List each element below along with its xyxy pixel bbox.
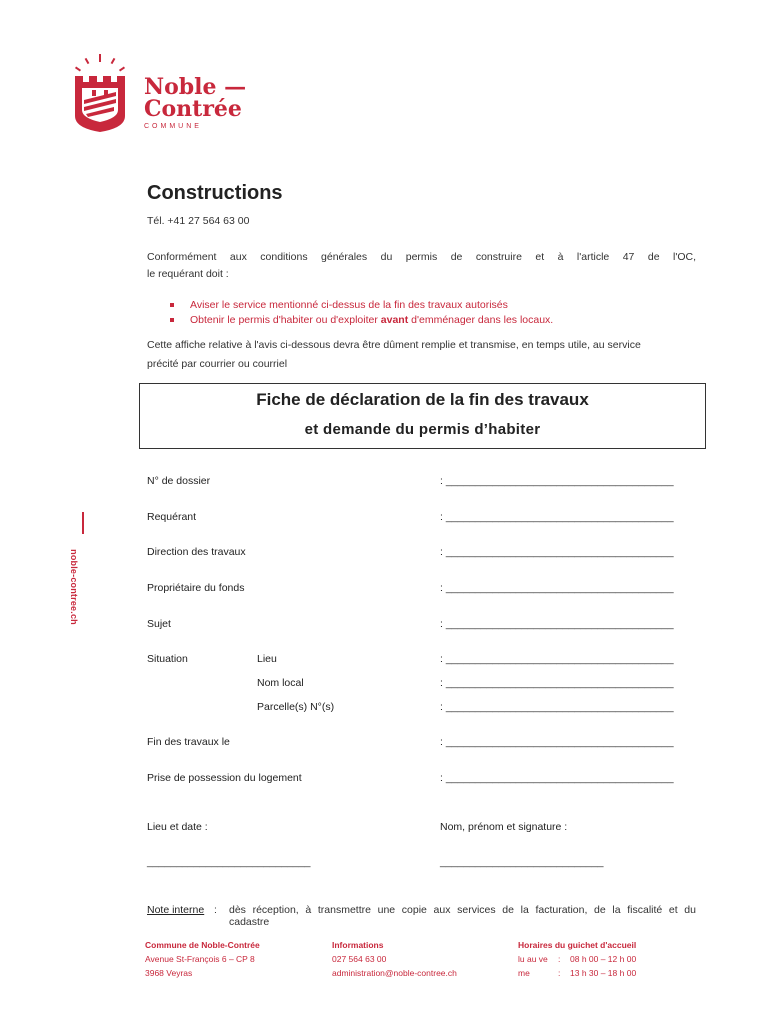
field-blank-sujet[interactable]: : _______________________________________ bbox=[440, 618, 674, 630]
footer-hours-days: lu au ve bbox=[518, 954, 548, 964]
footer-email[interactable]: administration@noble-contree.ch bbox=[332, 968, 457, 978]
bullet-item bbox=[170, 314, 553, 326]
bullet-text: Aviser le service mentionné ci-dessus de la fin des travaux autorisés bbox=[190, 299, 508, 311]
form-title-box bbox=[139, 383, 706, 449]
field-label-lieu: Lieu bbox=[257, 653, 277, 665]
logo-line-1: Noble — bbox=[144, 74, 247, 100]
footer-hours-title: Horaires du guichet d'accueil bbox=[518, 940, 637, 950]
field-blank-nom-local[interactable]: : _______________________________________ bbox=[440, 677, 674, 689]
field-label-situation: Situation bbox=[147, 653, 188, 665]
bullet-bold: avant bbox=[380, 314, 409, 326]
logo bbox=[72, 52, 252, 136]
side-dash bbox=[82, 512, 84, 534]
footer-hours-time: 13 h 30 – 18 h 00 bbox=[570, 968, 637, 978]
field-label-requerant: Requérant bbox=[147, 511, 197, 523]
field-blank-dossier[interactable]: : _______________________________________ bbox=[440, 475, 674, 487]
field-label-proprietaire: Propriétaire du fonds bbox=[147, 582, 245, 594]
notice-line-2: précité par courrier ou courriel bbox=[147, 358, 288, 370]
field-blank-fin-travaux[interactable]: : _______________________________________ bbox=[440, 736, 674, 748]
field-blank-lieu[interactable]: : _______________________________________ bbox=[440, 653, 674, 665]
side-website-text[interactable]: noble-contree.ch bbox=[68, 549, 79, 625]
footer-info-title: Informations bbox=[332, 940, 384, 950]
field-blank-proprietaire[interactable]: : _______________________________________ bbox=[440, 582, 674, 594]
page-title: Constructions bbox=[147, 182, 283, 204]
field-label-direction: Direction des travaux bbox=[147, 546, 246, 558]
note-colon: : bbox=[214, 904, 217, 916]
intro-line-2: le requérant doit : bbox=[147, 268, 229, 280]
bullet-square bbox=[170, 318, 174, 322]
bullet-square bbox=[170, 303, 174, 307]
bullet-item bbox=[170, 299, 508, 311]
signature-right-label: Nom, prénom et signature : bbox=[440, 821, 568, 833]
field-label-fin-travaux: Fin des travaux le bbox=[147, 736, 230, 748]
field-label-possession: Prise de possession du logement bbox=[147, 772, 302, 784]
field-blank-direction[interactable]: : _______________________________________ bbox=[440, 546, 674, 558]
footer-info bbox=[332, 938, 457, 980]
footer-hours-row bbox=[518, 952, 636, 966]
field-blank-possession[interactable]: : _______________________________________ bbox=[440, 772, 674, 784]
logo-line-2: Contrée bbox=[144, 96, 242, 122]
footer-hours-sep: : bbox=[558, 954, 561, 964]
footer-phone[interactable]: 027 564 63 00 bbox=[332, 954, 387, 964]
field-label-nom-local: Nom local bbox=[257, 677, 304, 689]
footer-street: Avenue St-François 6 – CP 8 bbox=[145, 954, 255, 964]
footer-hours-sep: : bbox=[558, 968, 561, 978]
field-label-dossier: N° de dossier bbox=[147, 475, 211, 487]
footer-hours bbox=[518, 938, 636, 980]
footer-hours-time: 08 h 00 – 12 h 00 bbox=[570, 954, 637, 964]
note-label: Note interne bbox=[147, 904, 205, 916]
field-blank-parcelles[interactable]: : _______________________________________ bbox=[440, 701, 674, 713]
bullet-text-end: d'emménager dans les locaux. bbox=[408, 314, 554, 326]
footer-hours-row bbox=[518, 966, 636, 980]
footer-city: 3968 Veyras bbox=[145, 968, 193, 978]
signature-left-label: Lieu et date : bbox=[147, 821, 208, 833]
logo-line-3: COMMUNE bbox=[144, 123, 202, 130]
castle-shield-icon bbox=[72, 52, 128, 134]
bullet-text: Obtenir le permis d'habiter ou d'exploiter bbox=[190, 314, 381, 326]
form-title-line-1: Fiche de déclaration de la fin des travaux bbox=[256, 390, 589, 409]
intro-line-1: Conformément aux conditions générales du permis de construire et à l'article 47 de l'OC, bbox=[147, 251, 696, 263]
footer-commune-name: Commune de Noble-Contrée bbox=[145, 940, 260, 950]
phone-number: Tél. +41 27 564 63 00 bbox=[147, 215, 250, 227]
note-text-1: dès réception, à transmettre une copie aux services de la facturation, de la fiscalité et du bbox=[229, 904, 696, 916]
notice-line-1: Cette affiche relative à l'avis ci-dessous devra être dûment remplie et transmise, en temps utile, au service bbox=[147, 339, 641, 351]
footer-address bbox=[145, 938, 260, 980]
signature-right-line[interactable]: ____________________________ bbox=[440, 856, 604, 868]
field-blank-requerant[interactable]: : _______________________________________ bbox=[440, 511, 674, 523]
signature-left-line[interactable]: ____________________________ bbox=[147, 856, 311, 868]
note-text-2: cadastre bbox=[229, 916, 270, 928]
form-title-line-2: et demande du permis d’habiter bbox=[304, 421, 541, 438]
field-label-sujet: Sujet bbox=[147, 618, 171, 630]
footer-hours-days: me bbox=[518, 968, 530, 978]
field-label-parcelles: Parcelle(s) N°(s) bbox=[257, 701, 335, 713]
